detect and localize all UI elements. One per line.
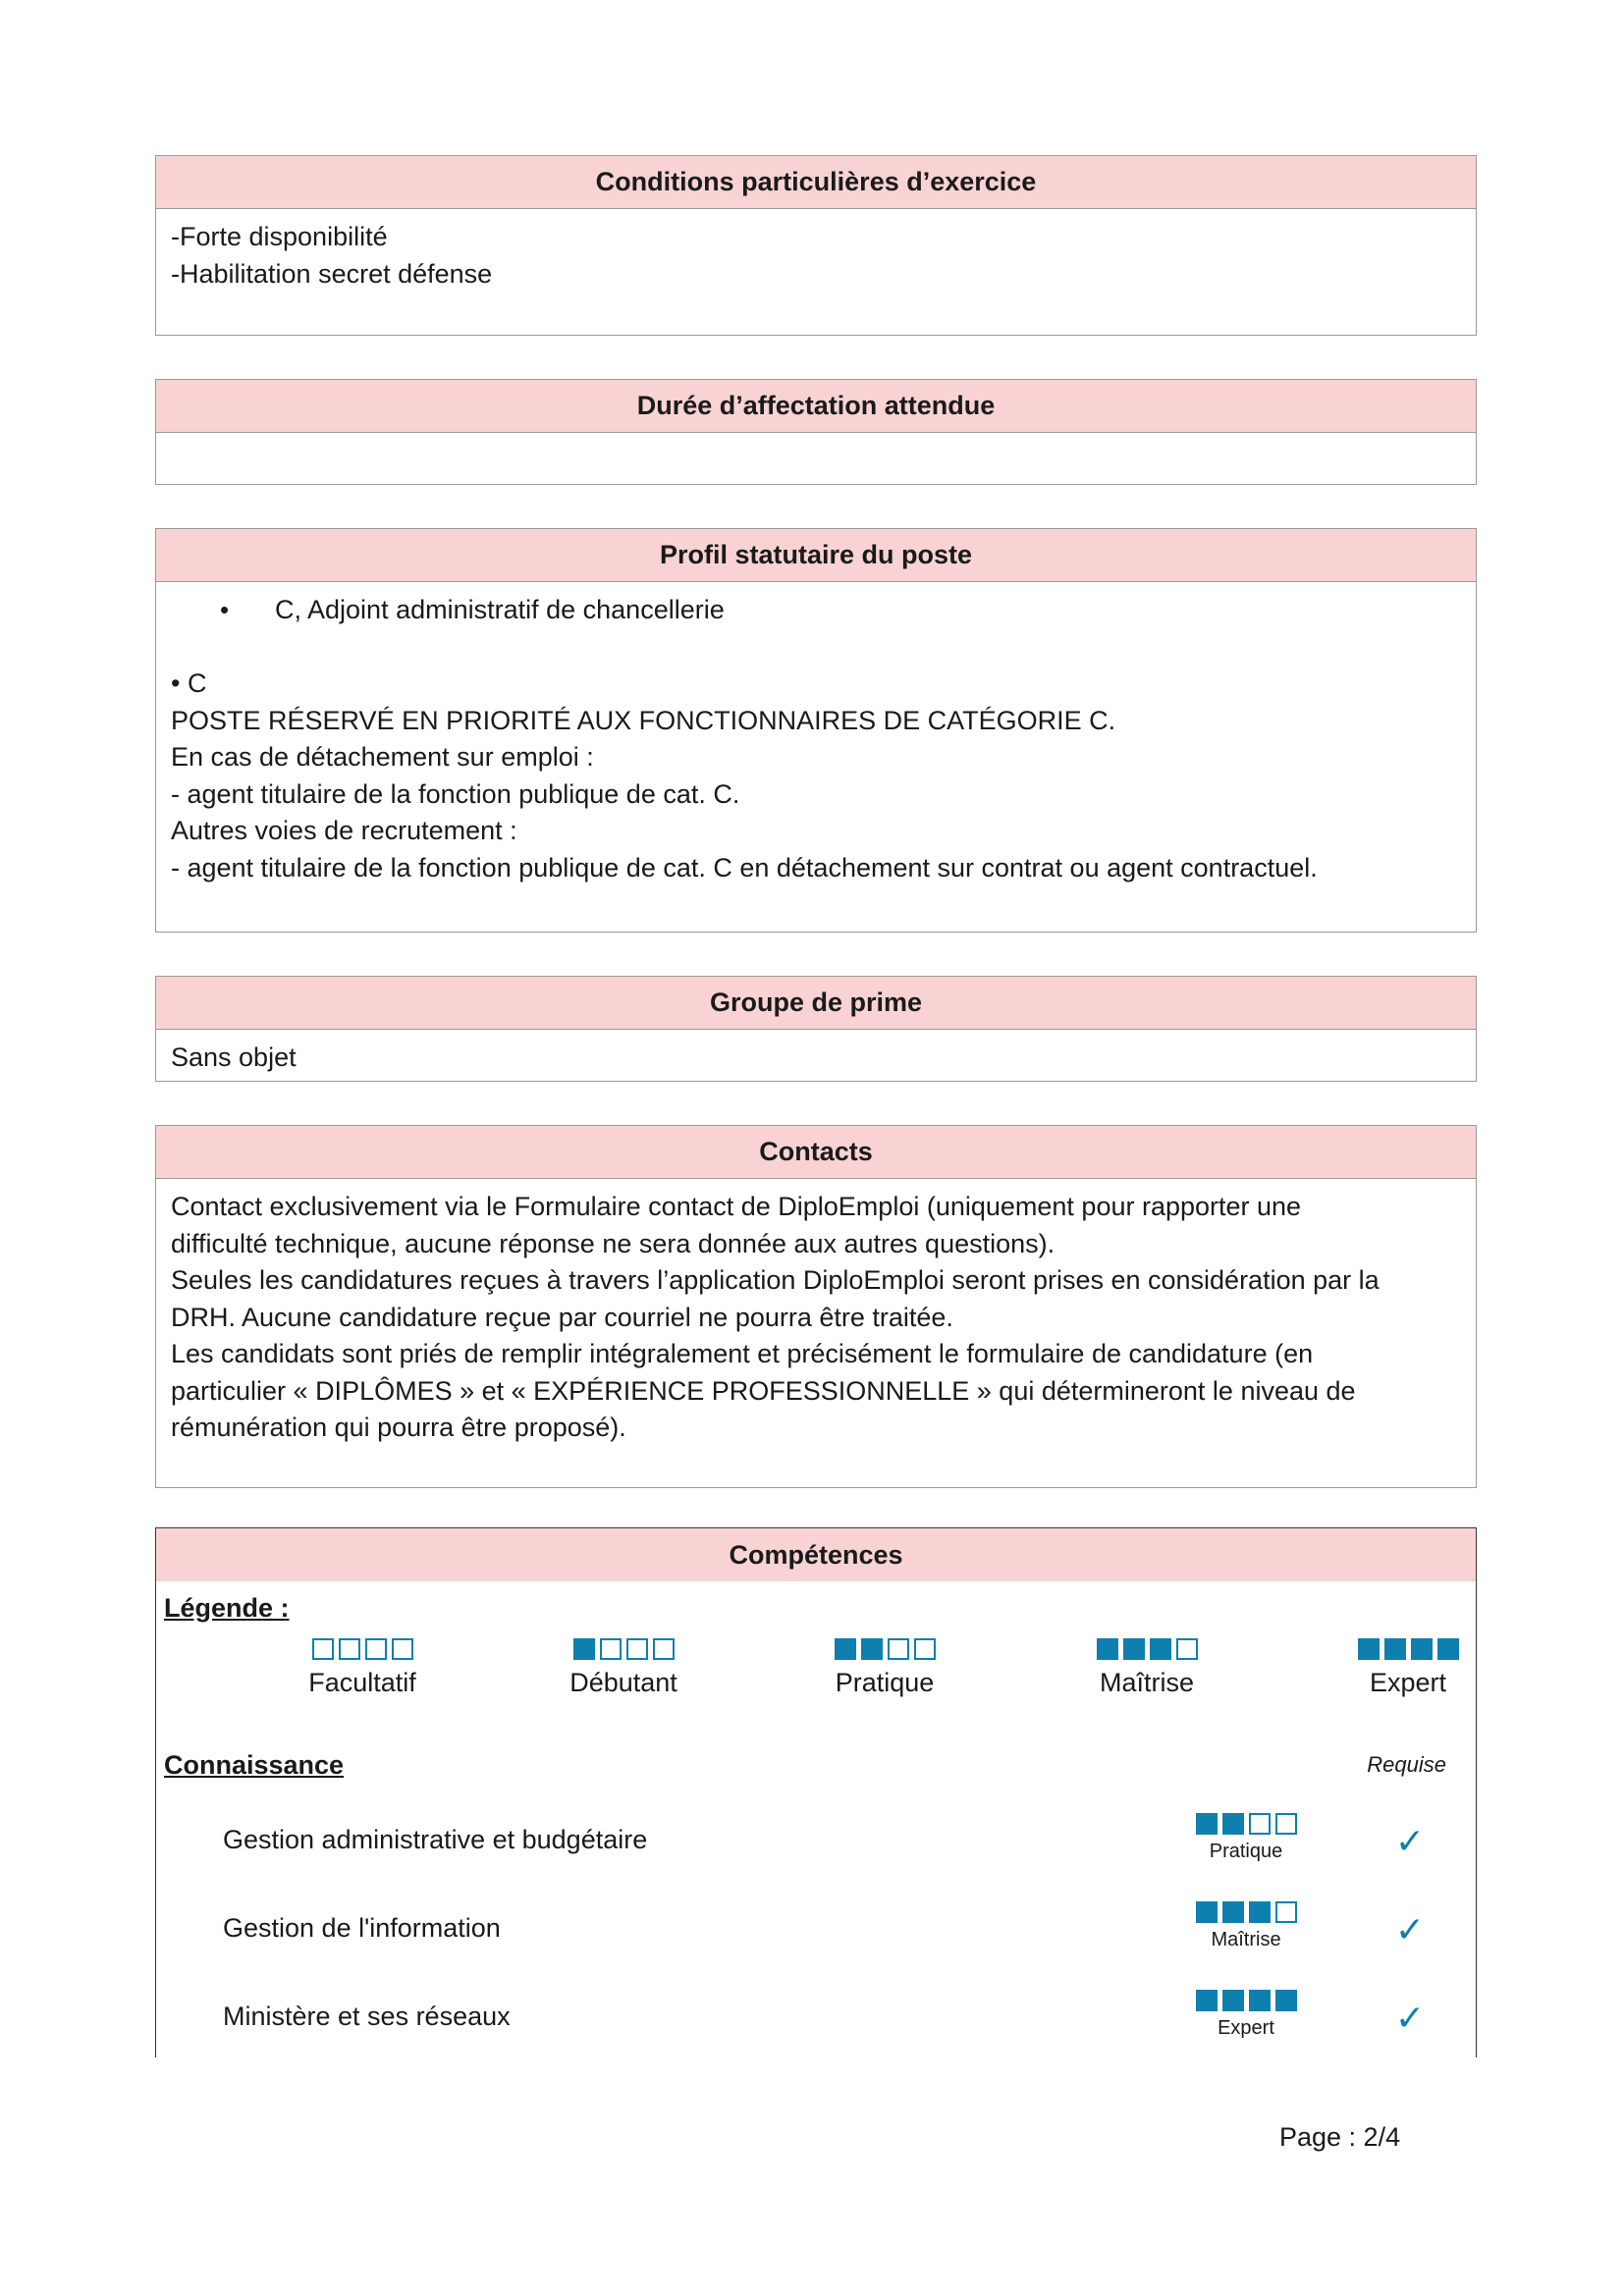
check-icon: ✓: [1394, 1821, 1425, 1861]
check-icon: ✓: [1394, 1998, 1425, 2038]
legend-label: Maîtrise: [1099, 1668, 1195, 1697]
duree-section: [155, 379, 1477, 485]
profil-line: En cas de détachement sur emploi :: [171, 742, 594, 772]
level-square-empty: [339, 1638, 360, 1660]
skill-name: Gestion administrative et budgétaire: [223, 1825, 648, 1854]
prime-section: [155, 976, 1477, 1082]
connaissance-title: Connaissance: [164, 1750, 345, 1780]
level-square-filled: [1384, 1638, 1406, 1660]
contacts-line: Seules les candidatures reçues à travers l’application DiploEmploi seront prises en considération par la: [171, 1265, 1380, 1295]
skill-level: [1167, 1901, 1325, 1951]
level-square-empty: [888, 1638, 909, 1660]
profil-line: POSTE RÉSERVÉ EN PRIORITÉ AUX FONCTIONNAIRES DE CATÉGORIE C.: [171, 705, 1116, 735]
bullet-marker: •: [220, 595, 230, 624]
level-square-filled: [1123, 1638, 1145, 1660]
conditions-line: -Forte disponibilité: [171, 222, 388, 251]
level-square-filled: [1097, 1638, 1118, 1660]
level-square-empty: [626, 1638, 648, 1660]
skill-name: Gestion de l'information: [223, 1913, 501, 1943]
profil-line: - agent titulaire de la fonction publique de cat. C.: [171, 778, 740, 809]
prime-text: Sans objet: [171, 1042, 297, 1072]
contacts-title: Contacts: [156, 1126, 1476, 1179]
profil-line: - agent titulaire de la fonction publique de cat. C en détachement sur contrat ou agent contractuel.: [171, 852, 1318, 882]
level-square-empty: [1275, 1901, 1297, 1923]
competences-section: [155, 1527, 1477, 2057]
skill-row: [156, 1813, 1476, 1892]
legend-label: Débutant: [569, 1668, 677, 1697]
competences-title: Compétences: [156, 1528, 1476, 1581]
level-squares: [1320, 1638, 1496, 1660]
level-square-filled: [1358, 1638, 1380, 1660]
level-square-filled: [1222, 1901, 1244, 1923]
level-square-filled: [1275, 1990, 1297, 2011]
page-number: Page : 2/4: [1279, 2122, 1401, 2152]
profil-bullet-text: C, Adjoint administratif de chancellerie: [275, 595, 725, 624]
legend-label: Pratique: [835, 1668, 935, 1697]
conditions-line: -Habilitation secret défense: [171, 258, 493, 289]
level-square-filled: [1196, 1990, 1218, 2011]
legend-item-pratique: [796, 1638, 973, 1698]
level-square-filled: [1437, 1638, 1459, 1660]
level-square-filled: [1222, 1990, 1244, 2011]
level-square-empty: [600, 1638, 622, 1660]
level-square-filled: [573, 1638, 595, 1660]
level-square-filled: [1196, 1901, 1218, 1923]
level-square-filled: [861, 1638, 883, 1660]
skill-row: [156, 1901, 1476, 1980]
conditions-section: [155, 155, 1477, 336]
contacts-line: DRH. Aucune candidature reçue par courriel ne pourra être traitée.: [171, 1302, 953, 1332]
conditions-body: [156, 209, 1476, 302]
legend-item-debutant: [535, 1638, 712, 1698]
contacts-line: Les candidats sont priés de remplir intégralement et précisément le formulaire de candidature (en: [171, 1339, 1314, 1368]
level-squares: [1167, 1901, 1325, 1923]
level-square-empty: [1275, 1813, 1297, 1835]
legend-label: Expert: [1369, 1668, 1447, 1697]
level-square-filled: [1196, 1813, 1218, 1835]
contacts-line: particulier « DIPLÔMES » et « EXPÉRIENCE PROFESSIONNELLE » qui détermineront le niveau de: [171, 1375, 1356, 1406]
level-square-filled: [1150, 1638, 1171, 1660]
level-square-empty: [365, 1638, 387, 1660]
skill-level-label: Expert: [1218, 2017, 1274, 2039]
duree-title: Durée d’affectation attendue: [156, 380, 1476, 433]
skill-level-label: Pratique: [1209, 1841, 1283, 1862]
requise-title: Requise: [1367, 1752, 1446, 1777]
profil-line: • C: [171, 668, 207, 698]
contacts-section: [155, 1125, 1477, 1488]
skill-level: [1167, 1813, 1325, 1863]
skill-level: [1167, 1990, 1325, 2040]
profil-line: Autres voies de recrutement :: [171, 816, 517, 845]
contacts-line: rémunération qui pourra être proposé).: [171, 1413, 626, 1442]
profil-title: Profil statutaire du poste: [156, 529, 1476, 582]
legend-item-maitrise: [1058, 1638, 1235, 1698]
profil-body: [156, 582, 1476, 896]
duree-body: [156, 433, 1476, 453]
level-squares: [274, 1638, 451, 1660]
level-square-filled: [1249, 1901, 1271, 1923]
level-squares: [535, 1638, 712, 1660]
contacts-line: Contact exclusivement via le Formulaire contact de DiploEmploi (uniquement pour rapporter une: [171, 1192, 1302, 1221]
conditions-title: Conditions particulières d’exercice: [156, 156, 1476, 209]
level-square-empty: [653, 1638, 675, 1660]
level-square-filled: [1411, 1638, 1433, 1660]
level-square-empty: [914, 1638, 936, 1660]
level-square-empty: [1176, 1638, 1198, 1660]
contacts-line: difficulté technique, aucune réponse ne sera donnée aux autres questions).: [171, 1228, 1056, 1258]
skill-name: Ministère et ses réseaux: [223, 2002, 511, 2031]
legend-item-facultatif: [274, 1638, 451, 1698]
legend-label: Facultatif: [308, 1668, 416, 1697]
level-square-filled: [1222, 1813, 1244, 1835]
check-icon: ✓: [1394, 1909, 1425, 1949]
level-square-empty: [1249, 1813, 1271, 1835]
level-square-filled: [1249, 1990, 1271, 2011]
level-square-filled: [835, 1638, 856, 1660]
profil-bullet-item: [171, 592, 1461, 629]
profil-section: [155, 528, 1477, 933]
legend-title: Légende :: [164, 1593, 290, 1623]
level-squares: [1167, 1813, 1325, 1835]
level-square-empty: [312, 1638, 334, 1660]
skill-level-label: Maîtrise: [1211, 1929, 1281, 1950]
level-squares: [1058, 1638, 1235, 1660]
legend-item-expert: [1320, 1638, 1496, 1698]
level-squares: [796, 1638, 973, 1660]
skill-row: [156, 1990, 1476, 2068]
prime-title: Groupe de prime: [156, 977, 1476, 1030]
level-square-empty: [392, 1638, 413, 1660]
level-squares: [1167, 1990, 1325, 2011]
contacts-body: [156, 1179, 1476, 1457]
prime-body: [156, 1030, 1476, 1087]
